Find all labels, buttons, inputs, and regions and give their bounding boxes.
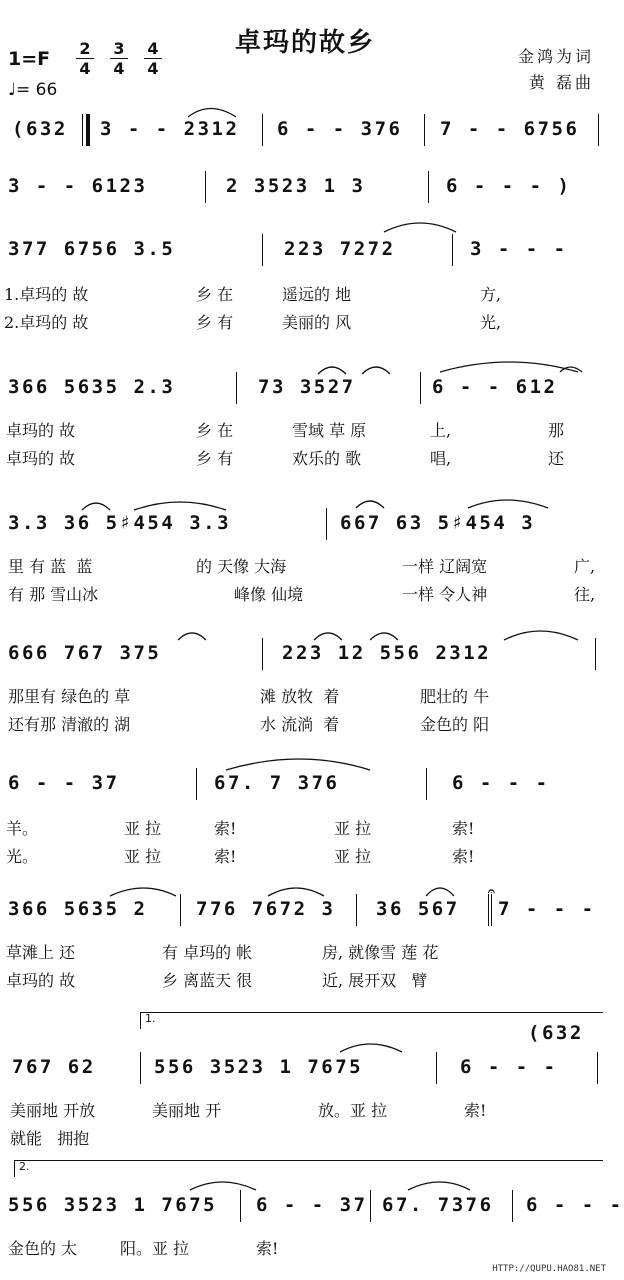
lyric-line-verse-2 <box>0 968 610 992</box>
slur <box>268 888 324 896</box>
lyric-line-verse-1 <box>0 816 610 840</box>
fermata-mark: 𝄐 <box>488 884 498 898</box>
lyric-text: 索! <box>214 847 237 866</box>
lyric-text: 卓玛的 故 <box>6 421 76 440</box>
lyric-text: 草滩上 还 <box>6 943 76 962</box>
lyric-line-verse-2 <box>0 582 610 606</box>
slur <box>226 759 370 770</box>
slur <box>318 367 346 374</box>
slur <box>134 502 226 510</box>
bar-line <box>326 508 327 540</box>
notation-line <box>0 898 610 928</box>
bar-line <box>205 171 206 203</box>
note-group: 67. 7 376 <box>214 772 340 794</box>
lyric-line-verse-2 <box>0 844 610 868</box>
lyric-text: 还 <box>548 449 565 468</box>
lyric-text: 索! <box>464 1101 487 1120</box>
lyric-text: 乡 在 <box>196 285 234 304</box>
bar-line <box>436 1052 437 1084</box>
time-signature-2-4 <box>74 40 96 77</box>
lyric-text: 亚 拉 <box>124 847 162 866</box>
lyric-line-verse-2 <box>0 1126 610 1150</box>
lyric-text: 滩 放牧 着 <box>260 687 340 706</box>
lyric-text: 肥壮的 牛 <box>420 687 490 706</box>
repeat-pickup-notes: (632 <box>528 1022 584 1044</box>
lyric-text: 乡 有 <box>196 313 234 332</box>
slur <box>190 1182 256 1190</box>
lyric-text: 阳。亚 拉 <box>120 1239 190 1258</box>
lyric-text: 金色的 阳 <box>420 715 490 734</box>
time-sig-denominator: 4 <box>147 59 159 78</box>
lyric-text: 上, <box>430 421 452 440</box>
lyricist-credit: 金鸿为词 <box>517 47 594 66</box>
lyric-line-verse-1 <box>0 554 610 578</box>
lyric-text: 索! <box>452 847 475 866</box>
bar-line <box>420 372 421 404</box>
note-group: 7 - - 6756 <box>440 118 580 140</box>
slur <box>110 888 176 896</box>
bar-line <box>82 114 83 146</box>
note-group: 556 3523 1 7675 <box>8 1194 218 1216</box>
notation-line <box>0 376 610 406</box>
slur <box>560 367 582 372</box>
lyric-line-verse-2 <box>0 310 610 334</box>
note-group: 6 - - 612 <box>432 376 558 398</box>
slur <box>370 633 398 640</box>
lyric-text: 峰像 仙境 <box>234 585 304 604</box>
slur <box>468 500 548 508</box>
note-group: 6 - - - <box>452 772 550 794</box>
lyric-text: 雪域 草 原 <box>292 421 367 440</box>
bar-line <box>356 894 357 926</box>
note-group: 6 - - 376 <box>277 118 403 140</box>
bar-line <box>262 234 263 266</box>
notation-line <box>0 118 610 148</box>
lyric-text: 索! <box>214 819 237 838</box>
note-group: 377 6756 3.5 <box>8 238 176 260</box>
bar-line <box>595 638 596 670</box>
key-signature: 1=F <box>8 48 51 70</box>
time-sig-numerator: 4 <box>147 39 159 58</box>
lyric-text: 遥远的 地 <box>282 285 352 304</box>
lyric-line-verse-1 <box>0 418 610 442</box>
lyric-text: 光。 <box>6 847 39 866</box>
composer-credit: 黄 磊曲 <box>528 73 594 92</box>
time-signature-3-4 <box>108 40 130 77</box>
slur <box>362 367 390 374</box>
lyric-text: 乡 在 <box>196 421 234 440</box>
slur <box>82 503 110 510</box>
time-sig-denominator: 4 <box>113 59 125 78</box>
bar-line <box>180 894 181 926</box>
lyric-text: 有 卓玛的 帐 <box>162 943 253 962</box>
lyric-text: 索! <box>256 1239 279 1258</box>
bar-line <box>452 234 453 266</box>
lyric-text: 亚 拉 <box>334 847 372 866</box>
slur <box>504 631 578 640</box>
lyric-text: 卓玛的 故 <box>6 971 76 990</box>
lyric-text: 一样 辽阔宽 <box>402 557 488 576</box>
note-group: 667 63 5♯454 3 <box>340 512 536 534</box>
lyric-text: 唱, <box>430 449 452 468</box>
notation-line <box>0 512 610 542</box>
lyric-line-verse-2 <box>0 446 610 470</box>
time-sig-numerator: 3 <box>113 39 125 58</box>
lyric-text: 方, <box>480 285 502 304</box>
note-group: 366 5635 2.3 <box>8 376 176 398</box>
bar-line <box>262 114 263 146</box>
lyric-text: 水 流淌 着 <box>260 715 340 734</box>
bar-line <box>428 171 429 203</box>
lyric-text: 那里有 绿色的 草 <box>8 687 131 706</box>
note-group: 7 - - - <box>498 898 596 920</box>
note-group: 666 767 375 <box>8 642 162 664</box>
note-group: 2 3523 1 3 <box>226 175 366 197</box>
time-sig-denominator: 4 <box>79 59 91 78</box>
lyric-text: 美丽地 开放 <box>10 1101 96 1120</box>
note-group: 6 - - 37 <box>8 772 120 794</box>
note-group: 223 12 556 2312 <box>282 642 492 664</box>
lyric-text: 一样 令人神 <box>402 585 488 604</box>
time-sig-numerator: 2 <box>79 39 91 58</box>
note-group: 3.3 36 5♯454 3.3 <box>8 512 232 534</box>
note-group: 767 62 <box>12 1056 96 1078</box>
lyric-text: 乡 离蓝天 很 <box>162 971 253 990</box>
slur <box>314 633 342 640</box>
note-group: 556 3523 1 7675 <box>154 1056 364 1078</box>
time-signature-4-4 <box>142 40 164 77</box>
bar-line <box>140 1052 141 1084</box>
slur <box>340 1044 402 1052</box>
bar-line <box>512 1190 513 1222</box>
bar-line <box>236 372 237 404</box>
lyric-text: 放。亚 拉 <box>318 1101 388 1120</box>
lyric-text: 2.卓玛的 故 <box>4 313 89 332</box>
note-group: 223 7272 <box>284 238 396 260</box>
song-title: 卓玛的故乡 <box>234 28 375 58</box>
lyric-line-verse-1 <box>0 282 610 306</box>
lyric-line-verse-1 <box>0 940 610 964</box>
lyric-text: 往, <box>574 585 596 604</box>
note-group: 366 5635 2 <box>8 898 148 920</box>
note-group: 36 567 <box>376 898 460 920</box>
tempo-marking: ♩= 66 <box>8 80 58 100</box>
notation-line <box>0 642 610 672</box>
note-group: 73 3527 <box>258 376 356 398</box>
notation-line <box>0 1056 610 1086</box>
second-ending-bracket <box>14 1160 603 1177</box>
lyric-text: 就能 拥抱 <box>10 1129 90 1148</box>
watermark: HTTP://QUPU.HAO81.NET <box>492 1264 606 1274</box>
note-group: (632 <box>12 118 68 140</box>
notation-line <box>0 175 610 205</box>
notation-line <box>0 772 610 802</box>
note-group: 3 - - 6123 <box>8 175 148 197</box>
lyric-line-verse-1 <box>0 1236 610 1260</box>
lyric-text: 广, <box>574 557 596 576</box>
lyric-text: 里 有 蓝 蓝 <box>8 557 93 576</box>
lyric-line-verse-1 <box>0 1098 610 1122</box>
bar-line <box>240 1190 241 1222</box>
lyric-text: 羊。 <box>6 819 39 838</box>
volta-2-label: 2. <box>19 1160 30 1173</box>
bar-line <box>598 114 599 146</box>
slur <box>408 1182 470 1190</box>
note-group: 6 - - - <box>526 1194 624 1216</box>
lyric-text: 房, 就像雪 莲 花 <box>322 943 439 962</box>
lyric-text: 还有那 清澈的 湖 <box>8 715 131 734</box>
note-group: 6 - - - ) <box>446 175 572 197</box>
lyric-line-verse-2 <box>0 712 610 736</box>
lyric-text: 的 天像 大海 <box>196 557 287 576</box>
slur <box>426 888 454 896</box>
notation-line <box>0 238 610 268</box>
lyric-text: 1.卓玛的 故 <box>4 285 89 304</box>
bar-line <box>370 1190 371 1222</box>
volta-1-label: 1. <box>145 1012 156 1025</box>
lyric-text: 欢乐的 歌 <box>292 449 362 468</box>
lyric-text: 美丽地 开 <box>152 1101 222 1120</box>
lyric-text: 那 <box>548 421 565 440</box>
lyric-line-verse-1 <box>0 684 610 708</box>
lyric-text: 金色的 太 <box>8 1239 78 1258</box>
slur <box>384 223 456 232</box>
lyric-text: 乡 有 <box>196 449 234 468</box>
bar-line <box>196 768 197 800</box>
note-group: 3 - - 2312 <box>100 118 240 140</box>
bar-line <box>262 638 263 670</box>
slur <box>178 633 206 640</box>
lyric-text: 亚 拉 <box>124 819 162 838</box>
note-group: 6 - - 37 <box>256 1194 368 1216</box>
note-group: 67. 7376 <box>382 1194 494 1216</box>
bar-line <box>424 114 425 146</box>
slur <box>188 109 236 118</box>
lyric-text: 亚 拉 <box>334 819 372 838</box>
notation-line <box>0 1194 624 1224</box>
slur <box>356 501 384 508</box>
lyric-text: 卓玛的 故 <box>6 449 76 468</box>
note-group: 6 - - - <box>460 1056 558 1078</box>
note-group: 3 - - - <box>470 238 568 260</box>
bar-line <box>426 768 427 800</box>
lyric-text: 近, 展开双 臂 <box>322 971 428 990</box>
lyric-text: 有 那 雪山冰 <box>8 585 99 604</box>
lyric-text: 美丽的 风 <box>282 313 352 332</box>
lyric-text: 光, <box>480 313 502 332</box>
note-group: 776 7672 3 <box>196 898 336 920</box>
bar-line <box>597 1052 598 1084</box>
slur <box>440 362 578 372</box>
lyric-text: 索! <box>452 819 475 838</box>
